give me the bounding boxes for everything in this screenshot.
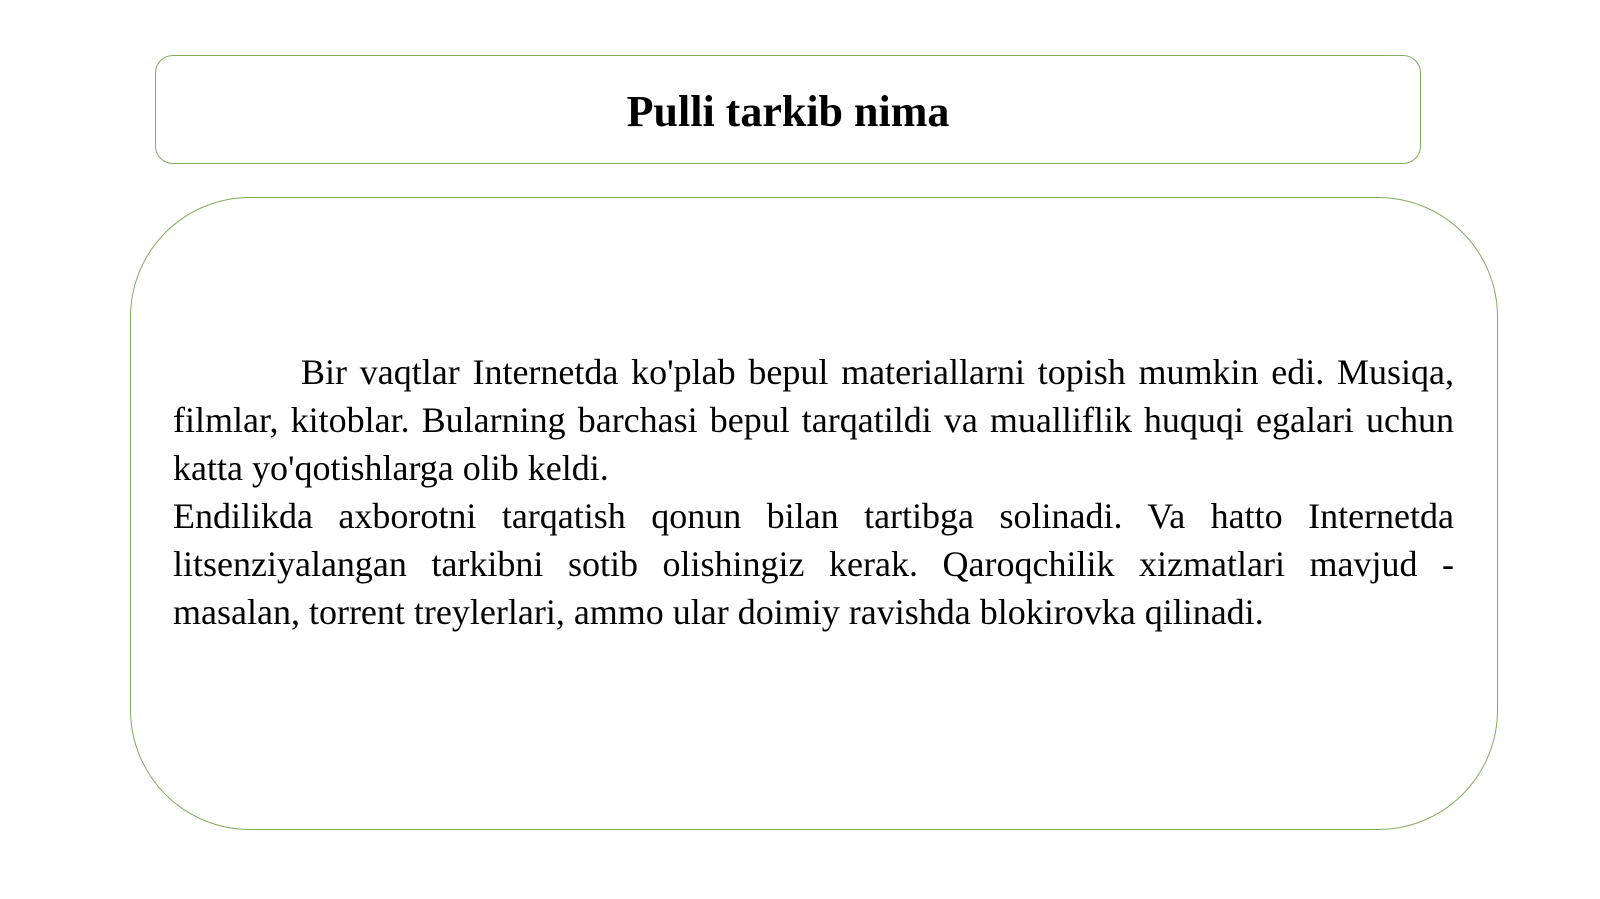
slide-title: Pulli tarkib nima [626,86,950,136]
paragraph-first: Bir vaqtlar Internetda ko'plab bepul materiallarni topish mumkin edi. Musiqa, filmlar, kitoblar. Bularning barchasi bepul tarqatildi va mualliflik huquqi egalari uchun katta yo'qotishlarga olib keldi. [173,352,1454,488]
body-text [173,348,1454,636]
title-box [155,55,1421,164]
paragraph-second: Endilikda axborotni tarqatish qonun bilan tartibga solinadi. Va hatto Internetda litsenziyalangan tarkibni sotib olishingiz kerak. Qaroqchilik xizmatlari mavjud - masalan, torrent treylerlari, ammo ular doimiy ravishda blokirovka qilinadi. [173,496,1454,632]
